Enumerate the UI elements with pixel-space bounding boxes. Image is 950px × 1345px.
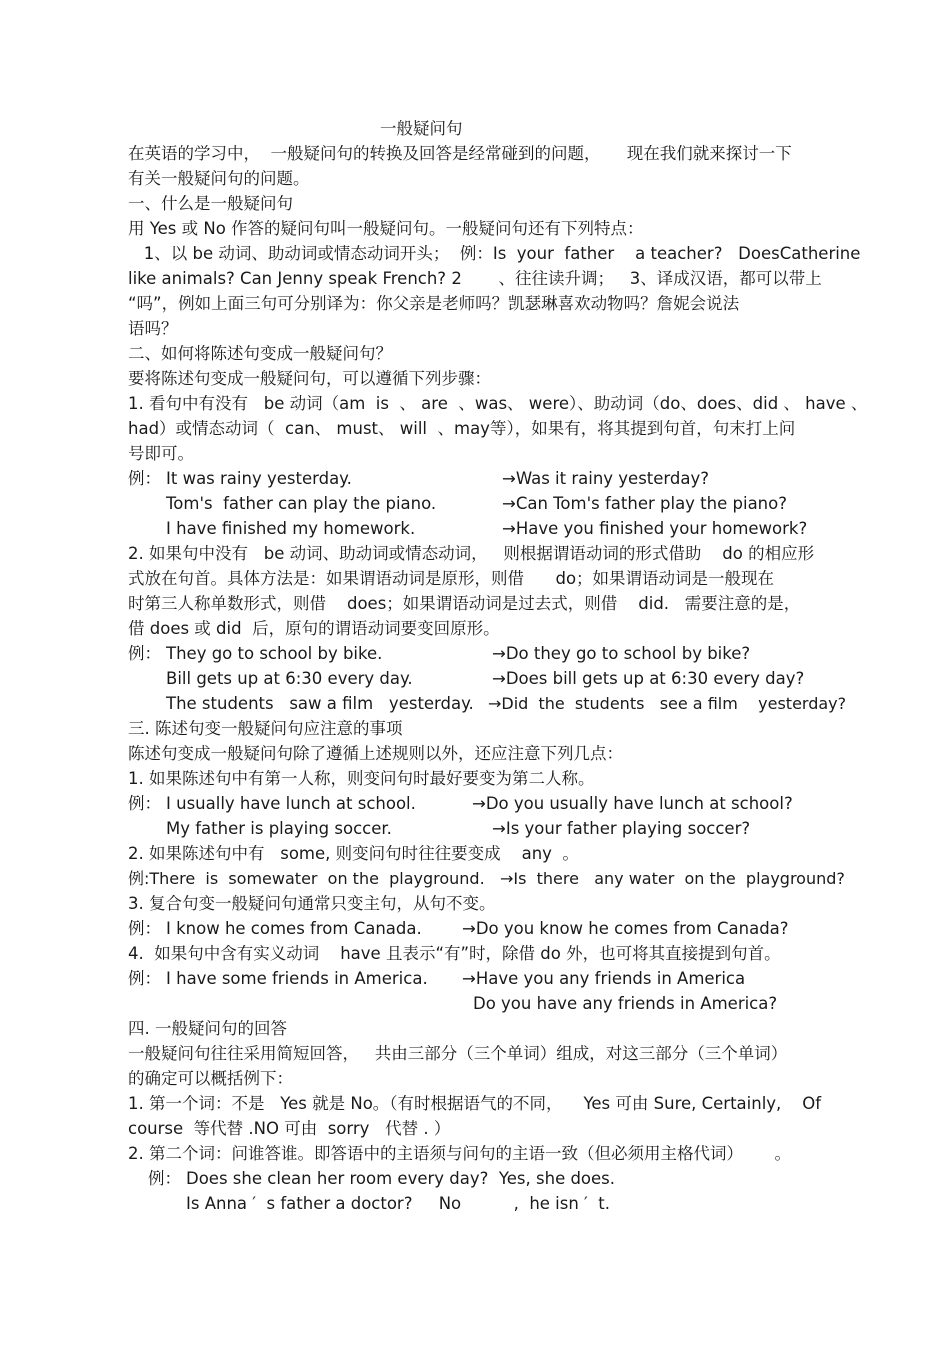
example-prefix: 例： [128,794,161,813]
example-statement: I have some friends in America. [166,969,428,988]
section1-line-5: 语吗？ [128,319,178,338]
example-prefix: 例： [128,644,161,663]
example-question-alt: Do you have any friends in America? [473,994,778,1013]
section3-heading: 三. 陈述句变一般疑问句应注意的事项 [128,719,403,738]
example-statement: It was rainy yesterday. [166,469,352,488]
example-prefix: 例： [148,1169,181,1188]
section1-line-2: 1、以 be 动词、助动词或情态动词开头； 例：Is your father a teacher? DoesCatherine [128,244,861,263]
answer-example: Does she clean her room every day? Yes, she does. [186,1169,616,1188]
section2-heading: 二、如何将陈述句变成一般疑问句？ [128,344,392,363]
section2-rule2-line-3: 时第三人称单数形式，则借 does；如果谓语动词是过去式，则借 did. 需要注意的是， [128,594,801,613]
section2-rule2-line-2: 式放在句首。具体方法是：如果谓语动词是原形，则借 do；如果谓语动词是一般现在 [128,569,775,588]
example-prefix: 例： [128,469,161,488]
example-question: →Did the students see a film yesterday? [488,694,847,713]
page-title: 一般疑问句 [380,119,463,138]
example-statement: 例:There is somewater on the playground. [128,869,485,888]
example-question: →Was it rainy yesterday? [502,469,710,488]
example-statement: Tom's father can play the piano. [166,494,437,513]
example-question: →Is there any water on the playground? [500,869,845,888]
section3-lead: 陈述句变成一般疑问句除了遵循上述规则以外，还应注意下列几点： [128,744,623,763]
section1-line-3: like animals? Can Jenny speak French? 2 、往往读升调； 3、译成汉语，都可以带上 [128,269,822,288]
intro-line-1: 在英语的学习中， 一般疑问句的转换及回答是经常碰到的问题， 现在我们就来探讨一下 [128,144,792,163]
section2-rule2-line-4: 借 does 或 did 后，原句的谓语动词要变回原形。 [128,619,500,638]
answer-example: Is Anna ′ s father a doctor? No , he isn ′ t. [186,1194,611,1213]
section1-line-4: “吗”，例如上面三句可分别译为：你父亲是老师吗？凯瑟琳喜欢动物吗？詹妮会说法 [128,294,740,313]
example-prefix: 例： [128,969,161,988]
section3-rule-3: 3. 复合句变一般疑问句通常只变主句，从句不变。 [128,894,496,913]
section2-rule2-line-1: 2. 如果句中没有 be 动词、助动词或情态动词， 则根据谓语动词的形式借助 do 的相应形 [128,544,815,563]
section4-line-3: 1. 第一个词：不是 Yes 就是 No。（有时根据语气的不同， Yes 可由 Sure, Certainly, Of [128,1094,822,1113]
example-statement: The students saw a film yesterday. [166,694,474,713]
section4-line-1: 一般疑问句往往采用简短回答， 共由三部分（三个单词）组成，对这三部分（三个单词） [128,1044,788,1063]
example-question: →Do they go to school by bike? [492,644,751,663]
example-statement: Bill gets up at 6:30 every day. [166,669,413,688]
example-question: →Does bill gets up at 6:30 every day? [492,669,805,688]
example-question: →Have you any friends in America [462,969,746,988]
section4-heading: 四. 一般疑问句的回答 [128,1019,287,1038]
example-question: →Do you know he comes from Canada? [462,919,789,938]
section1-line-1: 用 Yes 或 No 作答的疑问句叫一般疑问句。一般疑问句还有下列特点： [128,219,644,238]
section2-rule1-line-3: 号即可。 [128,444,194,463]
example-question: →Can Tom's father play the piano? [502,494,787,513]
section2-lead: 要将陈述句变成一般疑问句，可以遵循下列步骤： [128,369,491,388]
section4-line-2: 的确定可以概括例下： [128,1069,293,1088]
intro-line-2: 有关一般疑问句的问题。 [128,169,310,188]
example-statement: I usually have lunch at school. [166,794,416,813]
example-statement: I have finished my homework. [166,519,416,538]
example-question: →Have you finished your homework? [502,519,808,538]
section4-line-4: course 等代替 .NO 可由 sorry 代替 . ） [128,1119,451,1138]
section2-rule1-line-1: 1. 看句中有没有 be 动词（am is 、 are 、was、 were）、助动词（do、does、did 、 have 、 [128,394,868,413]
section3-rule-4: 4. 如果句中含有实义动词 have 且表示“有”时，除借 do 外，也可将其直接提到句首。 [128,944,781,963]
example-statement: They go to school by bike. [166,644,383,663]
example-statement: My father is playing soccer. [166,819,392,838]
example-question: →Do you usually have lunch at school? [472,794,793,813]
section4-line-5: 2. 第二个词：问谁答谁。即答语中的主语须与问句的主语一致（但必须用主格代词） 。 [128,1144,791,1163]
section1-heading: 一、什么是一般疑问句 [128,194,293,213]
example-question: →Is your father playing soccer? [492,819,751,838]
example-statement: I know he comes from Canada. [166,919,422,938]
section3-rule-1: 1. 如果陈述句中有第一人称，则变问句时最好要变为第二人称。 [128,769,595,788]
example-prefix: 例： [128,919,161,938]
section2-rule1-line-2: had）或情态动词（ can、 must、 will 、may等），如果有，将其提到句首，句末打上问 [128,419,796,438]
section3-rule-2: 2. 如果陈述句中有 some, 则变问句时往往要变成 any 。 [128,844,579,863]
